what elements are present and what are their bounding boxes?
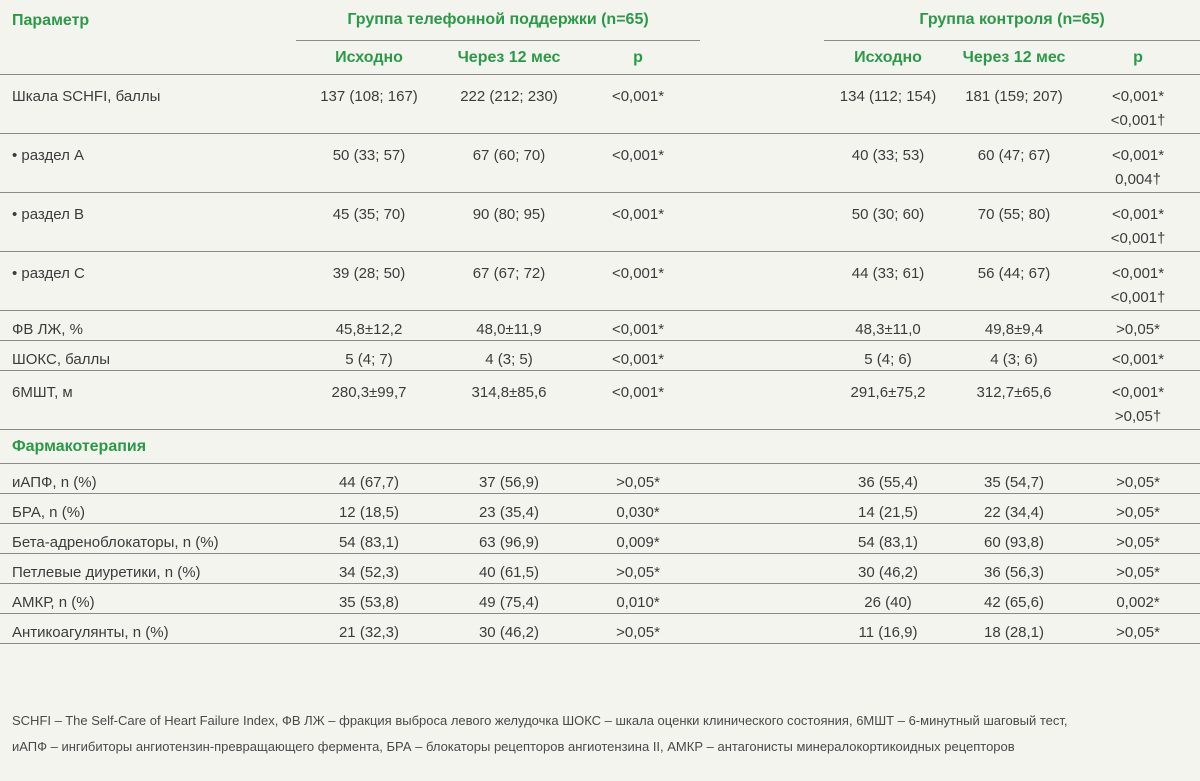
table-row — [0, 75, 1200, 134]
p-value-star: 0,002* — [1116, 594, 1160, 611]
cell-phone-p: <0,001* — [576, 371, 700, 430]
p-value-star: <0,001* — [1111, 206, 1165, 223]
cell-control-12m: 60 (93,8) — [952, 524, 1076, 554]
cell-phone-12m: 90 (80; 95) — [442, 193, 576, 252]
p-value-star: >0,05* — [1116, 624, 1160, 641]
row-parameter: Петлевые диуретики, n (%) — [0, 554, 296, 584]
cell-control-12m: 18 (28,1) — [952, 614, 1076, 644]
cell-control-12m: 35 (54,7) — [952, 464, 1076, 494]
cell-control-p — [1076, 311, 1200, 341]
cell-gap — [700, 134, 824, 193]
cell-control-baseline: 44 (33; 61) — [824, 252, 952, 311]
cell-phone-baseline: 39 (28; 50) — [296, 252, 442, 311]
cell-phone-baseline: 45,8±12,2 — [296, 311, 442, 341]
cell-phone-12m: 37 (56,9) — [442, 464, 576, 494]
cell-control-p — [1076, 614, 1200, 644]
section-title-pharma: Фармакотерапия — [0, 430, 1200, 464]
row-parameter: Шкала SCHFI, баллы — [0, 75, 296, 134]
cell-gap — [700, 614, 824, 644]
table-section-pharma — [0, 430, 1200, 464]
cell-phone-baseline: 137 (108; 167) — [296, 75, 442, 134]
p-value-star: >0,05* — [1116, 321, 1160, 338]
cell-control-12m: 70 (55; 80) — [952, 193, 1076, 252]
cell-phone-p: <0,001* — [576, 75, 700, 134]
p-value-star: >0,05* — [1116, 564, 1160, 581]
cell-gap — [700, 252, 824, 311]
cell-phone-p: <0,001* — [576, 193, 700, 252]
table-row — [0, 584, 1200, 614]
cell-phone-baseline: 44 (67,7) — [296, 464, 442, 494]
cell-control-12m: 60 (47; 67) — [952, 134, 1076, 193]
cell-phone-p: <0,001* — [576, 341, 700, 371]
cell-control-p — [1076, 464, 1200, 494]
cell-control-12m: 36 (56,3) — [952, 554, 1076, 584]
cell-gap — [700, 341, 824, 371]
cell-phone-baseline: 280,3±99,7 — [296, 371, 442, 430]
row-parameter: ШОКС, баллы — [0, 341, 296, 371]
cell-control-baseline: 5 (4; 6) — [824, 341, 952, 371]
cell-phone-12m: 23 (35,4) — [442, 494, 576, 524]
p-value-star: <0,001* — [1111, 88, 1165, 105]
cell-phone-12m: 4 (3; 5) — [442, 341, 576, 371]
row-parameter: ФВ ЛЖ, % — [0, 311, 296, 341]
header-group-control: Группа контроля (n=65) — [824, 0, 1200, 41]
p-value-star: >0,05* — [1116, 504, 1160, 521]
cell-control-baseline: 54 (83,1) — [824, 524, 952, 554]
table-row — [0, 193, 1200, 252]
cell-control-p — [1076, 252, 1200, 311]
footnote — [12, 708, 1192, 760]
cell-control-p — [1076, 134, 1200, 193]
cell-control-12m: 42 (65,6) — [952, 584, 1076, 614]
p-value-dagger: >0,05† — [1114, 408, 1162, 425]
cell-control-baseline: 50 (30; 60) — [824, 193, 952, 252]
cell-gap — [700, 464, 824, 494]
table-body-main — [0, 75, 1200, 430]
header-parameter: Параметр — [12, 12, 90, 29]
cell-phone-p: >0,05* — [576, 614, 700, 644]
cell-control-12m: 22 (34,4) — [952, 494, 1076, 524]
header-baseline-control: Исходно — [854, 48, 922, 66]
cell-phone-p: 0,030* — [576, 494, 700, 524]
footnote-line-1: SCHFI – The Self-Care of Heart Failure Index, ФВ ЛЖ – фракция выброса левого желудочка ШОКС – шкала оценки клинического состояния, 6МШТ – 6-минутный шаговый тест, — [12, 713, 1068, 728]
header-12m-control: Через 12 мес — [962, 48, 1066, 66]
cell-phone-baseline: 34 (52,3) — [296, 554, 442, 584]
cell-gap — [700, 524, 824, 554]
cell-phone-baseline: 45 (35; 70) — [296, 193, 442, 252]
cell-phone-baseline: 21 (32,3) — [296, 614, 442, 644]
p-value-dagger: <0,001† — [1110, 289, 1166, 306]
cell-gap — [700, 75, 824, 134]
p-value-star: <0,001* — [1111, 384, 1165, 401]
cell-phone-p: <0,001* — [576, 252, 700, 311]
header-group-phone: Группа телефонной поддержки (n=65) — [296, 0, 700, 41]
cell-control-12m: 4 (3; 6) — [952, 341, 1076, 371]
table-row — [0, 554, 1200, 584]
header-12m-phone: Через 12 мес — [457, 48, 561, 66]
p-value-dagger: 0,004† — [1115, 171, 1161, 188]
p-value-star: >0,05* — [1116, 474, 1160, 491]
cell-control-p — [1076, 341, 1200, 371]
cell-phone-baseline: 5 (4; 7) — [296, 341, 442, 371]
table-row — [0, 524, 1200, 554]
cell-phone-p: <0,001* — [576, 134, 700, 193]
cell-phone-p: >0,05* — [576, 464, 700, 494]
row-parameter: • раздел A — [0, 134, 296, 193]
cell-phone-12m: 222 (212; 230) — [442, 75, 576, 134]
row-parameter: 6МШТ, м — [0, 371, 296, 430]
cell-control-baseline: 26 (40) — [824, 584, 952, 614]
cell-control-p — [1076, 554, 1200, 584]
cell-phone-baseline: 12 (18,5) — [296, 494, 442, 524]
cell-gap — [700, 193, 824, 252]
table-row — [0, 371, 1200, 430]
cell-phone-baseline: 54 (83,1) — [296, 524, 442, 554]
cell-phone-p: <0,001* — [576, 311, 700, 341]
p-value-dagger: <0,001† — [1110, 230, 1166, 247]
table-row — [0, 464, 1200, 494]
header-p-control: p — [1133, 48, 1143, 66]
cell-control-p — [1076, 494, 1200, 524]
table-row — [0, 134, 1200, 193]
cell-control-12m: 49,8±9,4 — [952, 311, 1076, 341]
header-row-groups — [0, 0, 1200, 41]
header-baseline-phone: Исходно — [335, 48, 403, 66]
table-body-pharma — [0, 464, 1200, 644]
row-parameter: БРА, n (%) — [0, 494, 296, 524]
cell-control-baseline: 36 (55,4) — [824, 464, 952, 494]
p-value-star: <0,001* — [1111, 351, 1165, 368]
cell-gap — [700, 554, 824, 584]
row-parameter: иАПФ, n (%) — [0, 464, 296, 494]
table-row — [0, 311, 1200, 341]
table-row — [0, 494, 1200, 524]
cell-control-p — [1076, 75, 1200, 134]
table-row — [0, 614, 1200, 644]
row-parameter: • раздел B — [0, 193, 296, 252]
cell-phone-12m: 67 (60; 70) — [442, 134, 576, 193]
table-row — [0, 252, 1200, 311]
cell-control-12m: 56 (44; 67) — [952, 252, 1076, 311]
row-parameter: АМКР, n (%) — [0, 584, 296, 614]
cell-phone-p: 0,010* — [576, 584, 700, 614]
cell-phone-12m: 30 (46,2) — [442, 614, 576, 644]
cell-phone-12m: 48,0±11,9 — [442, 311, 576, 341]
p-value-star: <0,001* — [1111, 265, 1165, 282]
cell-gap — [700, 311, 824, 341]
cell-phone-baseline: 50 (33; 57) — [296, 134, 442, 193]
cell-phone-p: 0,009* — [576, 524, 700, 554]
cell-control-baseline: 14 (21,5) — [824, 494, 952, 524]
cell-gap — [700, 494, 824, 524]
cell-phone-12m: 67 (67; 72) — [442, 252, 576, 311]
cell-phone-12m: 49 (75,4) — [442, 584, 576, 614]
cell-phone-p: >0,05* — [576, 554, 700, 584]
cell-control-baseline: 291,6±75,2 — [824, 371, 952, 430]
cell-control-12m: 312,7±65,6 — [952, 371, 1076, 430]
row-parameter: Бета-адреноблокаторы, n (%) — [0, 524, 296, 554]
p-value-dagger: <0,001† — [1110, 112, 1166, 129]
cell-control-p — [1076, 584, 1200, 614]
table-row — [0, 341, 1200, 371]
cell-control-12m: 181 (159; 207) — [952, 75, 1076, 134]
cell-control-baseline: 134 (112; 154) — [824, 75, 952, 134]
cell-gap — [700, 584, 824, 614]
cell-control-baseline: 48,3±11,0 — [824, 311, 952, 341]
cell-phone-baseline: 35 (53,8) — [296, 584, 442, 614]
cell-control-baseline: 11 (16,9) — [824, 614, 952, 644]
p-value-star: <0,001* — [1111, 147, 1165, 164]
cell-control-baseline: 30 (46,2) — [824, 554, 952, 584]
cell-phone-12m: 314,8±85,6 — [442, 371, 576, 430]
cell-control-p — [1076, 524, 1200, 554]
row-parameter: • раздел C — [0, 252, 296, 311]
p-value-star: >0,05* — [1116, 534, 1160, 551]
footnote-line-2: иАПФ – ингибиторы ангиотензин-превращающего фермента, БРА – блокаторы рецепторов ангиотензина II, АМКР – антагонисты минералокортикоидных рецепторов — [12, 739, 1015, 754]
cell-control-baseline: 40 (33; 53) — [824, 134, 952, 193]
cell-phone-12m: 40 (61,5) — [442, 554, 576, 584]
cell-control-p — [1076, 193, 1200, 252]
cell-control-p — [1076, 371, 1200, 430]
cell-gap — [700, 371, 824, 430]
row-parameter: Антикоагулянты, n (%) — [0, 614, 296, 644]
header-p-phone: p — [633, 48, 643, 66]
cell-phone-12m: 63 (96,9) — [442, 524, 576, 554]
